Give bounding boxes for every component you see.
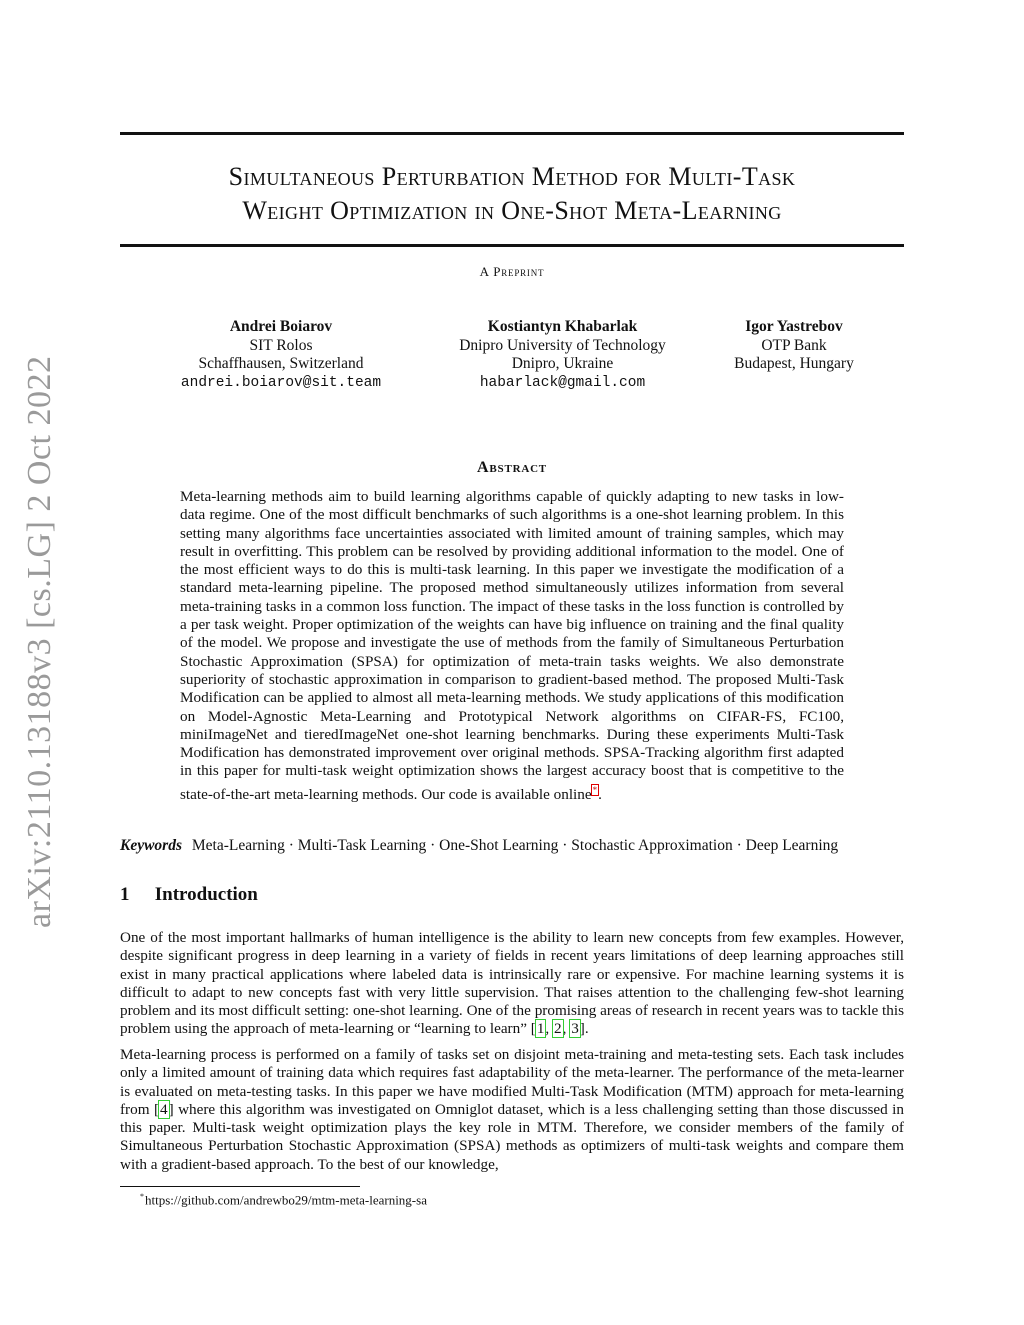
- citation-link[interactable]: 1: [536, 1020, 545, 1038]
- author-affiliation: Dnipro University of Technology: [459, 336, 666, 354]
- abstract-text: Meta-learning methods aim to build learning algorithms capable of quickly adapting to new tasks in low-data regime. One of the most difficult benchmarks of such algorithms is a one-shot learning problem. In this setting many algorithms face uncertainties associated with limited amount of training samples, which may result in overfitting. This problem can be resolved by providing additional information to the model. One of the most efficient ways to do this is multi-task learning. In this paper we investigate the modification of a standard meta-learning pipeline. The proposed method simultaneously utilizes information from several meta-training tasks in a common loss function. The impact of these tasks in the loss function is controlled by a per task weight. Proper optimization of the weights can have big influence on training and the final quality of the model. We propose and investigate the use of methods from the family of Simultaneous Perturbation Stochastic Approximation (SPSA) for optimization of meta-train tasks weights. We also demonstrate superiority of stochastic approximation in comparison to gradient-based method. The proposed Multi-Task Modification can be applied to almost all meta-learning methods. We study applications of this modification on Model-Agnostic Meta-Learning and Prototypical Network algorithms on CIFAR-FS, FC100, miniImageNet and tieredImageNet one-shot learning benchmarks. During these experiments Multi-Task Modification has demonstrated improvement over original methods. SPSA-Tracking algorithm first adapted in this paper for multi-task weight optimization shows the largest accuracy boost that is competitive to the state-of-the-art meta-learning methods. Our code is available online: [180, 488, 844, 803]
- author-location: Budapest, Hungary: [734, 355, 854, 372]
- keywords-list: Meta-Learning · Multi-Task Learning · One-Shot Learning · Stochastic Approximation · Deep Learning: [191, 837, 839, 854]
- abstract-end: .: [598, 785, 602, 803]
- author-location: Schaffhausen, Switzerland: [198, 355, 364, 372]
- author-email[interactable]: habarlack@gmail.com: [479, 374, 646, 391]
- footnote-url[interactable]: https://github.com/andrewbo29/mtm-meta-learning-sa: [145, 1192, 427, 1208]
- author-block-3: [720, 318, 868, 374]
- footnote-link[interactable]: *: [592, 784, 598, 795]
- intro-paragraph-1: One of the most important hallmarks of human intelligence is the ability to learn new concepts from few examples. However, despite significant progress in deep learning in a variety of fields in recent years limitations of deep learning approaches still exist in many practical applications where labeled data is intrinsically rare or expensive. For machine learning systems it is difficult to adapt to new concepts fast with very little supervision. That raises attention to the challenging few-shot learning problem and its most difficult setting: one-shot learning. One of the promising areas of research in recent years was to tackle this problem using the approach of meta-learning or “learning to learn” [1, 2, 3].: [120, 929, 904, 1038]
- title-top-rule: [120, 132, 904, 135]
- title-bottom-rule: [120, 244, 904, 247]
- section-number: 1: [120, 884, 130, 905]
- abstract-heading: Abstract: [477, 459, 547, 476]
- abstract-body: [180, 488, 844, 804]
- author-location: Dnipro, Ukraine: [511, 355, 614, 372]
- author-name: Kostiantyn Khabarlak: [487, 318, 638, 335]
- footnote: [140, 1192, 427, 1208]
- citation-link[interactable]: 3: [571, 1020, 579, 1038]
- author-block-2: [440, 318, 685, 392]
- keywords: [120, 837, 904, 855]
- paragraph-text: One of the most important hallmarks of human intelligence is the ability to learn new concepts from few examples. However, despite significant progress in deep learning in a variety of fields in recent years limitations of deep learning approaches still exist in many practical applications where labeled data is intrinsically rare or expensive. For machine learning systems it is difficult to adapt to new concepts fast with very little supervision. That raises attention to the challenging few-shot learning problem and its most difficult setting: one-shot learning. One of the promising areas of research in recent years was to tackle this problem using the approach of meta-learning or “learning to learn” [: [120, 929, 904, 1038]
- preprint-label: A Preprint: [479, 264, 545, 279]
- footnote-marker: *: [140, 1192, 144, 1201]
- paragraph-end: ].: [579, 1020, 589, 1038]
- author-block-1: [160, 318, 402, 392]
- author-affiliation: SIT Rolos: [249, 336, 313, 354]
- section-heading-introduction: [120, 884, 258, 906]
- paragraph-text: Meta-learning process is performed on a family of tasks set on disjoint meta-training and meta-testing sets. Each task includes only a limited amount of training data which requires fast adaptability of the meta-learner. The performance of the meta-learner is evaluated on meta-testing tasks. In this paper we have modified Multi-Task Modification (MTM) approach for meta-learning from [: [120, 1046, 904, 1118]
- section-title: Introduction: [154, 884, 258, 905]
- citation-link[interactable]: 2: [554, 1020, 562, 1038]
- author-name: Andrei Boiarov: [229, 318, 333, 335]
- author-affiliation: OTP Bank: [761, 336, 827, 354]
- citation-link[interactable]: 4: [160, 1100, 168, 1118]
- paragraph-text: ] where this algorithm was investigated on Omniglot dataset, which is a less challenging setting than those discussed in this paper. Multi-task weight optimization plays the key role in MTM. Therefore, we consider members of the family of Simultaneous Perturbation Stochastic Approximation (SPSA) methods as optimizers of multi-task weights and compare them with a gradient-based approach. To the best of our knowledge,: [120, 1100, 904, 1173]
- author-name: Igor Yastrebov: [745, 318, 843, 335]
- title-line-2: Weight Optimization in One-Shot Meta-Learning: [242, 196, 782, 225]
- paper-title: [120, 160, 904, 228]
- keywords-label: Keywords: [120, 837, 182, 854]
- intro-paragraph-2: [120, 1046, 904, 1174]
- title-line-1: Simultaneous Perturbation Method for Multi-Task: [228, 162, 796, 191]
- author-email[interactable]: andrei.boiarov@sit.team: [180, 374, 382, 391]
- footnote-rule: [120, 1186, 360, 1187]
- arxiv-identifier: arXiv:2110.13188v3 [cs.LG] 2 Oct 2022: [21, 355, 58, 928]
